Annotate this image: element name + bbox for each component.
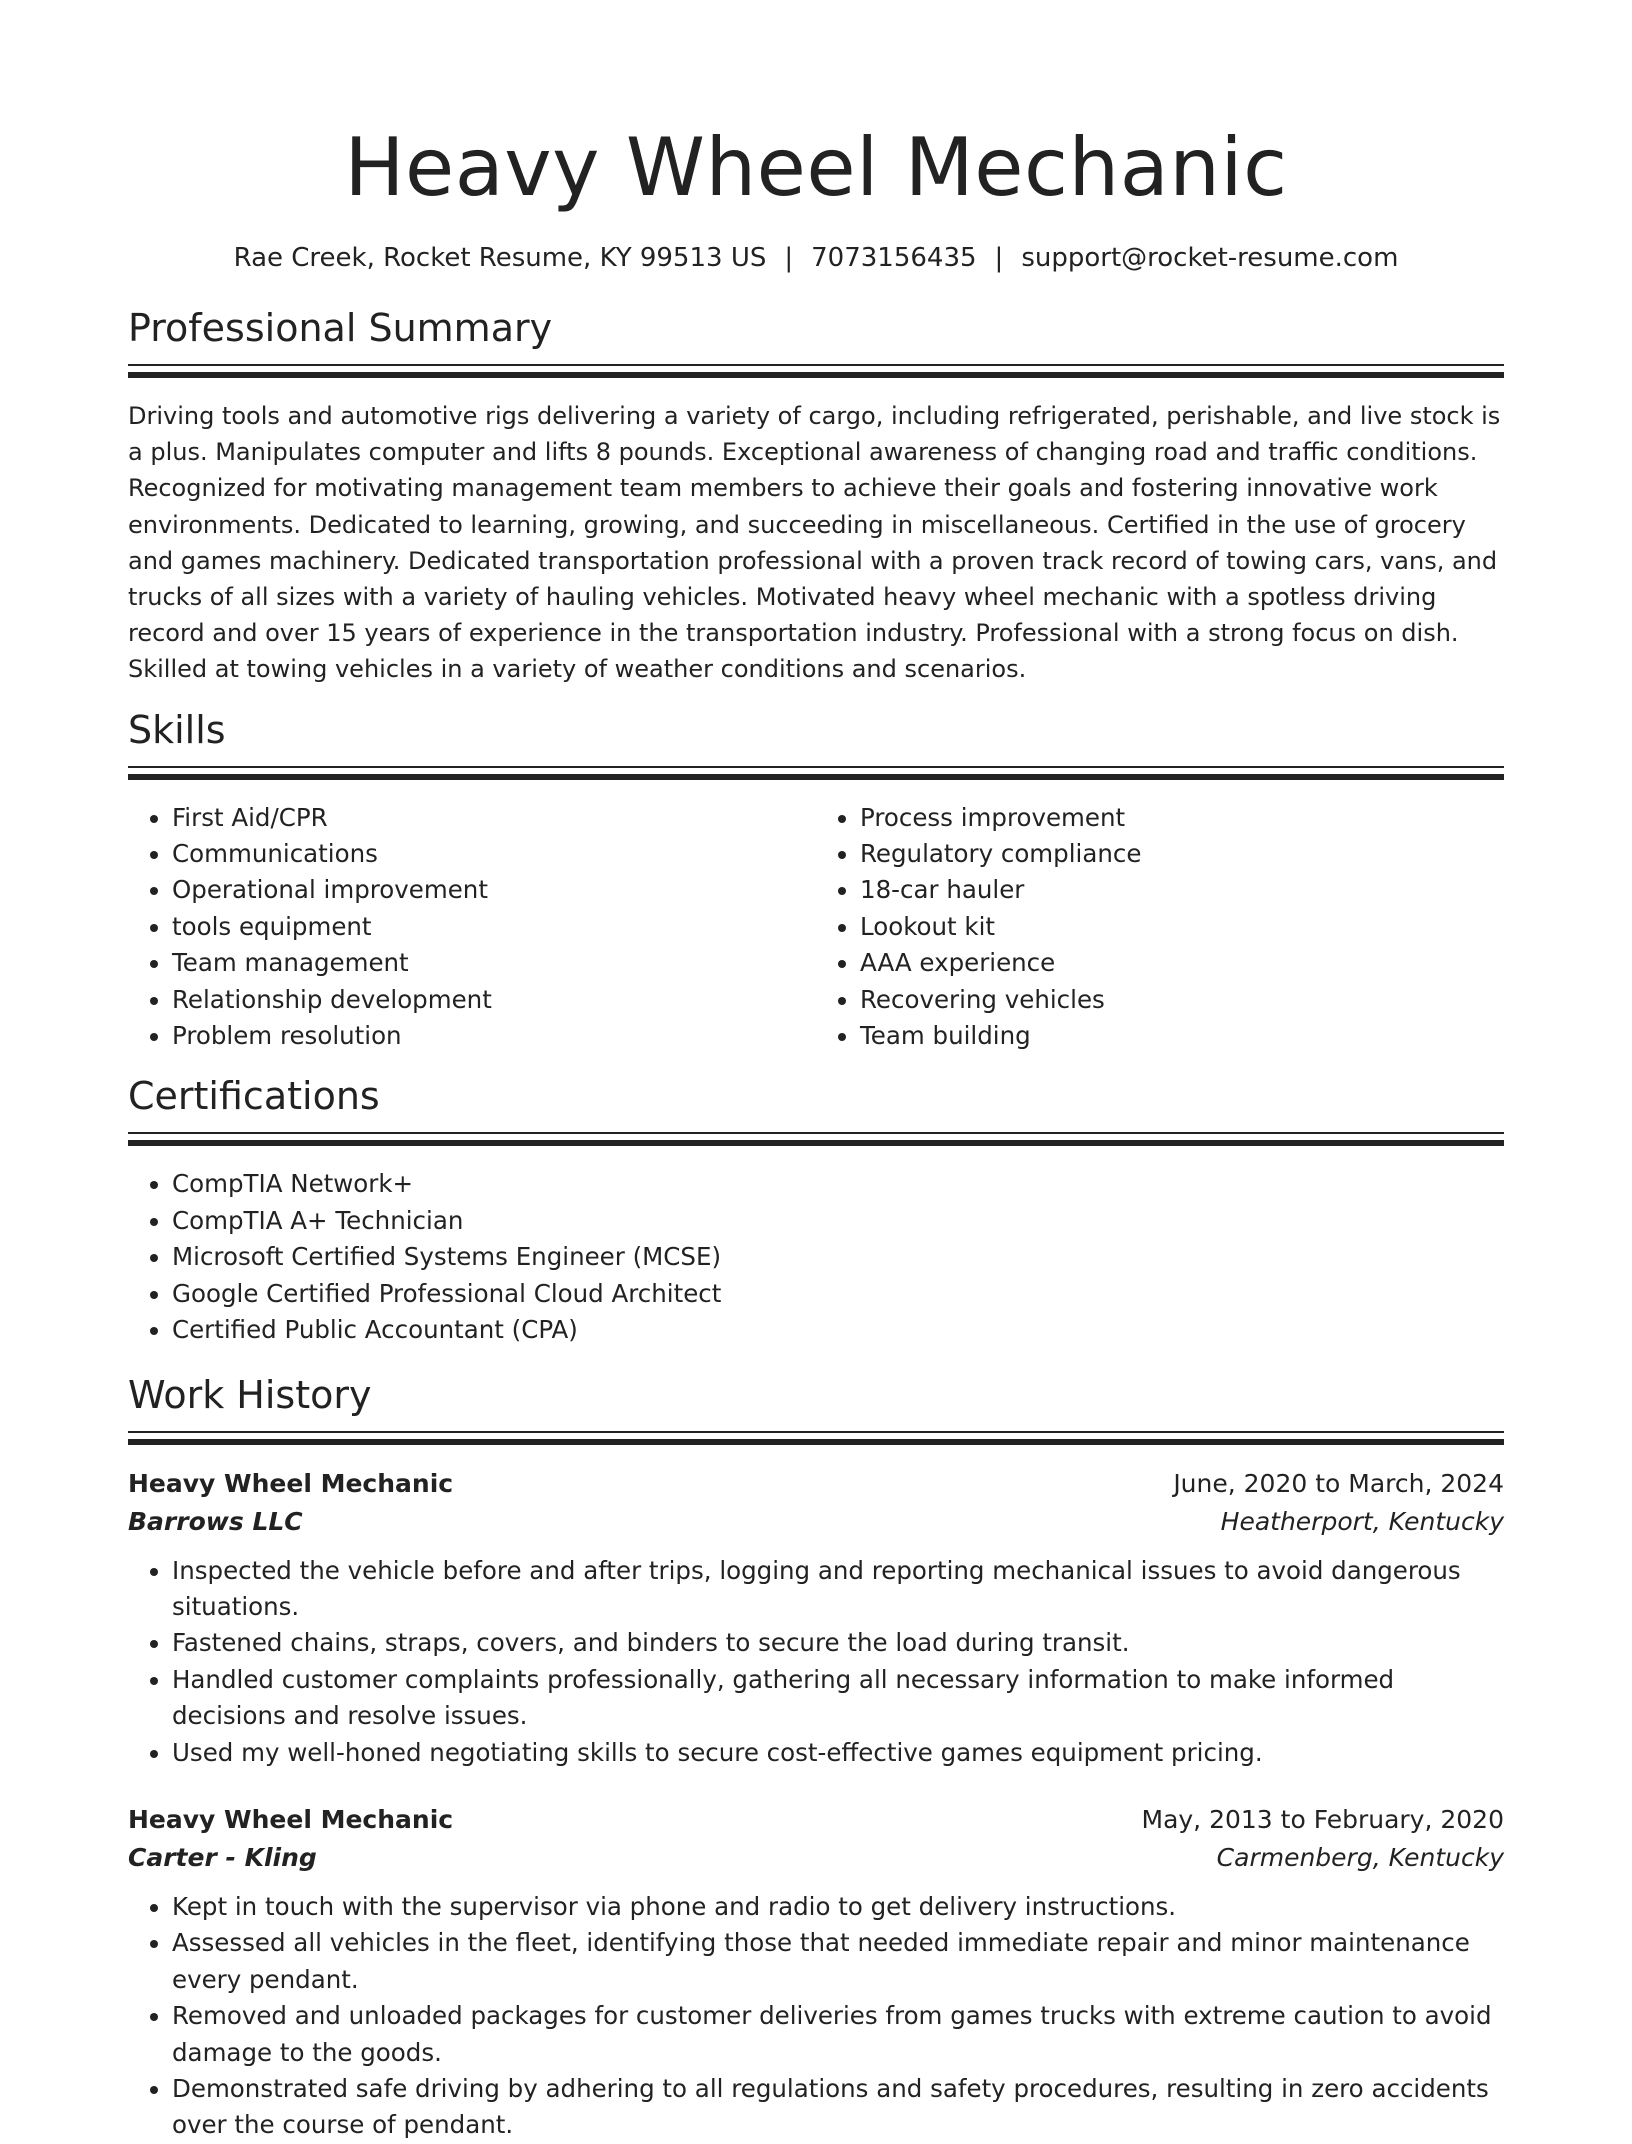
skills-columns xyxy=(128,800,1504,1055)
work-history-section xyxy=(128,1371,1504,2144)
section-divider xyxy=(128,1431,1504,1445)
skill-item: • Regulatory compliance xyxy=(860,836,1504,872)
section-divider xyxy=(128,1132,1504,1146)
skill-item: • Operational improvement xyxy=(172,872,816,908)
section-divider xyxy=(128,766,1504,780)
certification-item: • Google Certified Professional Cloud Architect xyxy=(172,1276,1504,1312)
job-bullet: • Demonstrated safe driving by adhering to all regulations and safety procedures, resulting in zero accidents over the course of pendant. xyxy=(172,2071,1504,2144)
job-title: Heavy Wheel Mechanic xyxy=(128,1468,454,1498)
job-dates: May, 2013 to February, 2020 xyxy=(1141,1804,1504,1834)
skill-item: • Team management xyxy=(172,945,816,981)
job-entry xyxy=(128,1801,1504,2144)
job-company: Carter - Kling xyxy=(128,1842,317,1872)
job-bullet: • Used my well-honed negotiating skills to secure cost-effective games equipment pricing. xyxy=(172,1735,1504,1771)
contact-address: Rae Creek, Rocket Resume, KY 99513 US xyxy=(233,243,767,273)
skills-heading: Skills xyxy=(128,707,226,752)
certification-item: • CompTIA Network+ xyxy=(172,1166,1504,1202)
job-dates: June, 2020 to March, 2024 xyxy=(1173,1468,1504,1498)
skill-item: • tools equipment xyxy=(172,909,816,945)
certification-item: • CompTIA A+ Technician xyxy=(172,1203,1504,1239)
job-company: Barrows LLC xyxy=(128,1506,303,1536)
resume-name: Heavy Wheel Mechanic xyxy=(344,121,1288,214)
contact-separator: | xyxy=(784,243,794,273)
job-subheader xyxy=(128,1503,1504,1541)
job-entry xyxy=(128,1465,1504,1771)
skills-list-left xyxy=(128,800,816,1055)
summary-section xyxy=(128,304,1504,688)
skill-item: • Lookout kit xyxy=(860,909,1504,945)
contact-separator: | xyxy=(994,243,1004,273)
job-bullet: • Inspected the vehicle before and after trips, logging and reporting mechanical issues to avoid dangerous situations. xyxy=(172,1553,1504,1626)
skill-item: • Communications xyxy=(172,836,816,872)
skill-item: • Process improvement xyxy=(860,800,1504,836)
job-bullet: • Handled customer complaints professionally, gathering all necessary information to make informed decisions and resolve issues. xyxy=(172,1662,1504,1735)
certifications-heading: Certifications xyxy=(128,1074,380,1119)
skill-item: • AAA experience xyxy=(860,945,1504,981)
skill-item: • First Aid/CPR xyxy=(172,800,816,836)
skill-item: • Recovering vehicles xyxy=(860,982,1504,1018)
certification-item: • Microsoft Certified Systems Engineer (MCSE) xyxy=(172,1239,1504,1275)
certifications-section xyxy=(128,1072,1504,1348)
skill-item: • 18-car hauler xyxy=(860,872,1504,908)
certifications-list xyxy=(128,1166,1504,1348)
job-title: Heavy Wheel Mechanic xyxy=(128,1804,454,1834)
skills-list-right xyxy=(816,800,1504,1055)
job-header xyxy=(128,1801,1504,1839)
skill-item: • Team building xyxy=(860,1018,1504,1054)
job-bullet: • Assessed all vehicles in the fleet, identifying those that needed immediate repair and minor maintenance every pendant. xyxy=(172,1925,1504,1998)
work-history-heading: Work History xyxy=(128,1372,372,1417)
job-location: Heatherport, Kentucky xyxy=(1220,1506,1504,1536)
contact-email: support@rocket-resume.com xyxy=(1021,243,1399,273)
skills-section xyxy=(128,706,1504,1055)
skill-item: • Relationship development xyxy=(172,982,816,1018)
job-location: Carmenberg, Kentucky xyxy=(1216,1842,1504,1872)
job-bullet: • Kept in touch with the supervisor via phone and radio to get delivery instructions. xyxy=(172,1889,1504,1925)
section-divider xyxy=(128,364,1504,378)
contact-line xyxy=(128,240,1504,276)
skill-item: • Problem resolution xyxy=(172,1018,816,1054)
certification-item: • Certified Public Accountant (CPA) xyxy=(172,1312,1504,1348)
job-subheader xyxy=(128,1839,1504,1877)
job-header xyxy=(128,1465,1504,1503)
summary-heading: Professional Summary xyxy=(128,306,553,350)
job-bullet: • Fastened chains, straps, covers, and binders to secure the load during transit. xyxy=(172,1625,1504,1661)
contact-phone: 7073156435 xyxy=(811,243,977,273)
job-bullets xyxy=(128,1553,1504,1771)
summary-text: Driving tools and automotive rigs delivering a variety of cargo, including refrigerated, perishable, and live stock is a plus. Manipulates computer and lifts 8 pounds. Exceptional awareness of changing road and traffic conditions. Recognized for motivating management team members to achieve their goals and fostering innovative work environments. Dedicated to learning, growing, and succeeding in miscellaneous. Certified in the use of grocery and games machinery. Dedicated transportation professional with a proven track record of towing cars, vans, and trucks of all sizes with a variety of hauling vehicles. Motivated heavy wheel mechanic with a spotless driving record and over 15 years of experience in the transportation industry. Professional with a strong focus on dish. Skilled at towing vehicles in a variety of weather conditions and scenarios. xyxy=(128,402,1501,684)
job-bullets xyxy=(128,1889,1504,2144)
job-bullet: • Removed and unloaded packages for customer deliveries from games trucks with extreme caution to avoid damage to the goods. xyxy=(172,1998,1504,2071)
